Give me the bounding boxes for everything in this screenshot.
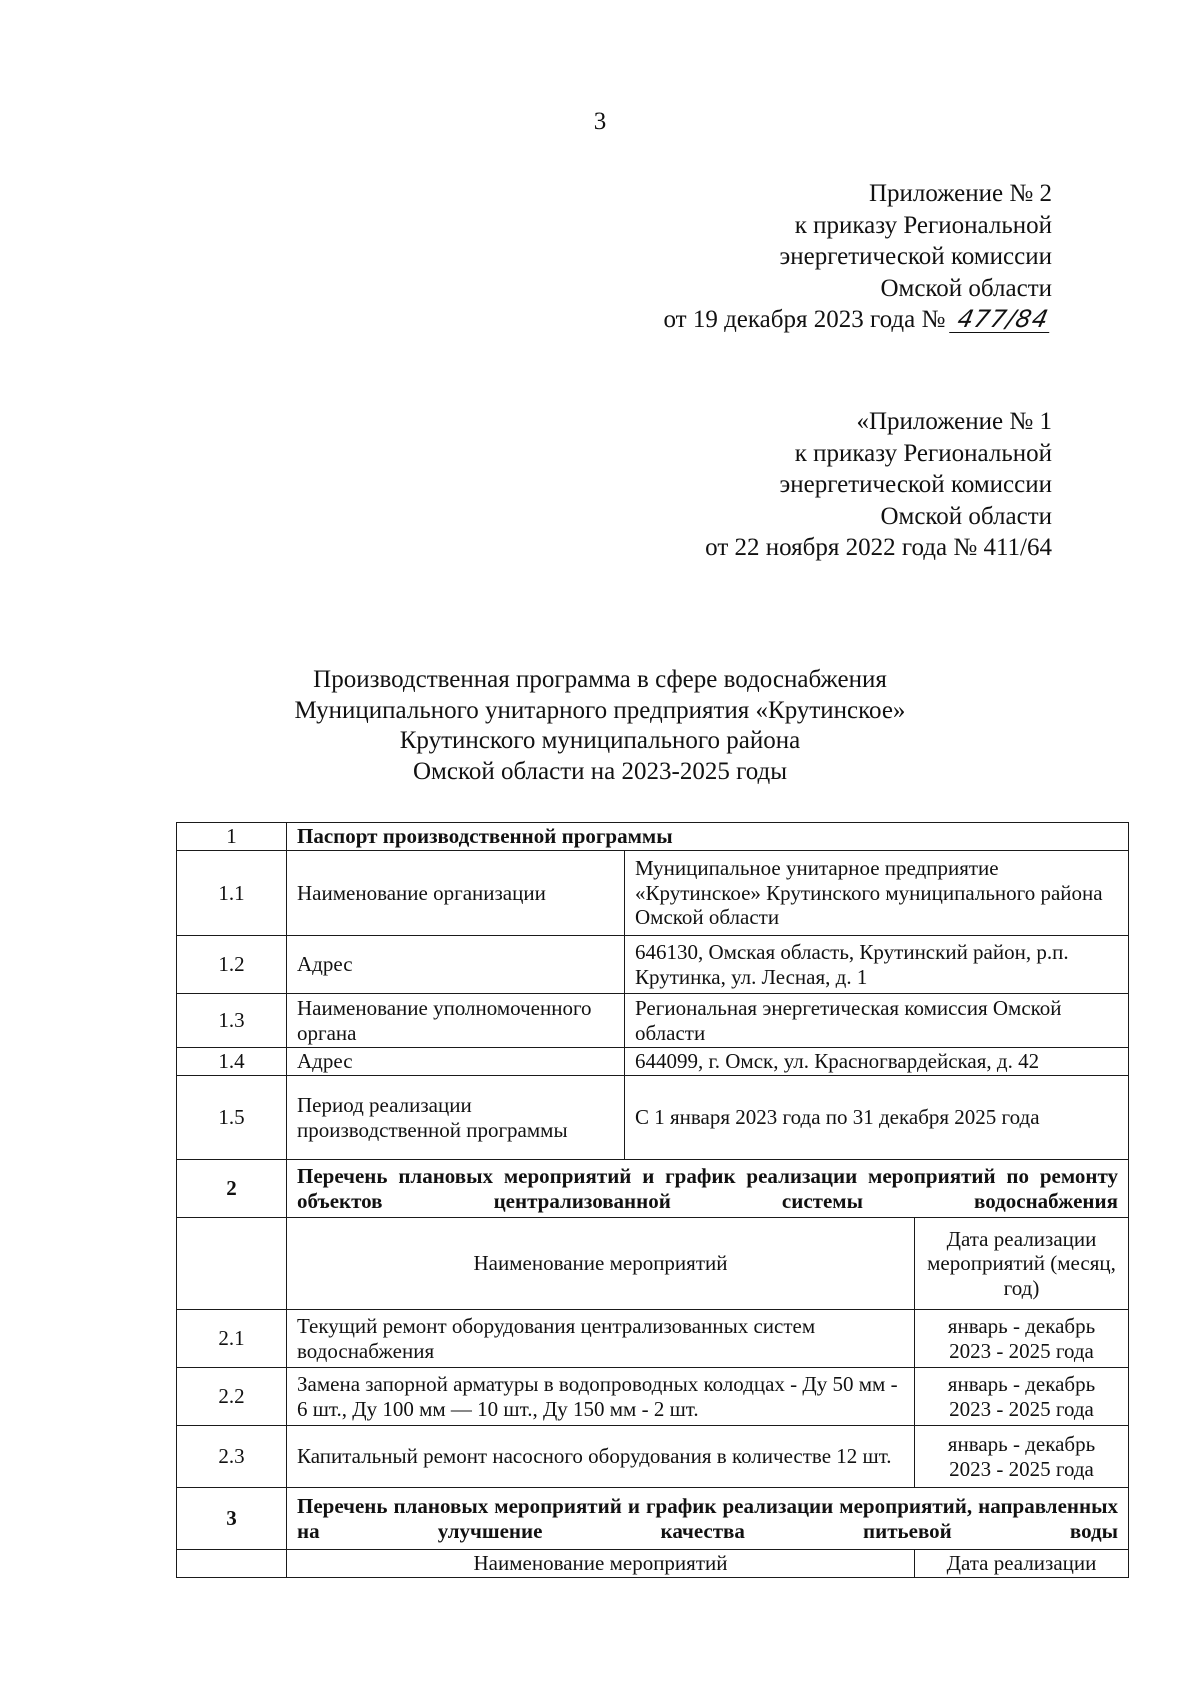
- column-header-date: Дата реализации: [915, 1550, 1129, 1578]
- row-value: Муниципальное унитарное предприятие «Крутинское» Крутинского муниципального района Омской области: [625, 851, 1129, 936]
- production-program-table: [176, 822, 1129, 1578]
- activity-name: Капитальный ремонт насосного оборудования в количестве 12 шт.: [287, 1426, 915, 1488]
- section-2-row: [177, 1160, 1129, 1218]
- row-value: 646130, Омская область, Крутинский район, р.п. Крутинка, ул. Лесная, д. 1: [625, 936, 1129, 994]
- section-3-header-row: [177, 1550, 1129, 1578]
- table-row: [177, 936, 1129, 994]
- appendix-1-line: энергетической комиссии: [779, 471, 1052, 498]
- column-header-date: Дата реализации мероприятий (месяц, год): [915, 1218, 1129, 1310]
- appendix-2-order-date: от 19 декабря 2023 года №: [663, 306, 946, 333]
- row-number: 1.3: [177, 994, 287, 1048]
- section-title: Перечень плановых мероприятий и график реализации мероприятий по ремонту объектов централизованной системы водоснабжения: [287, 1160, 1129, 1218]
- page-number: 3: [593, 108, 607, 135]
- table-row: [177, 1076, 1129, 1160]
- title-line: Омской области на 2023-2025 годы: [412, 757, 788, 785]
- section-title: Перечень плановых мероприятий и график реализации мероприятий, направленных на улучшение качества питьевой воды: [287, 1488, 1129, 1550]
- appendix-1-header: [705, 406, 1052, 564]
- appendix-1-order-line: от 22 ноября 2022 года № 411/64: [705, 534, 1052, 561]
- appendix-2-header: [663, 178, 1052, 336]
- row-value: Региональная энергетическая комиссия Омской области: [625, 994, 1129, 1048]
- table-row: [177, 1368, 1129, 1426]
- activity-name: Замена запорной арматуры в водопроводных колодцах - Ду 50 мм - 6 шт., Ду 100 мм — 10 шт., Ду 150 мм - 2 шт.: [287, 1368, 915, 1426]
- table-row: [177, 1310, 1129, 1368]
- section-number: 2: [177, 1160, 287, 1218]
- appendix-1-line: к приказу Региональной: [794, 439, 1052, 467]
- row-value: С 1 января 2023 года по 31 декабря 2025 года: [625, 1076, 1129, 1160]
- row-label: Адрес: [287, 936, 625, 994]
- section-3-row: [177, 1488, 1129, 1550]
- row-number: 1.5: [177, 1076, 287, 1160]
- column-header-name: Наименование мероприятий: [287, 1218, 915, 1310]
- appendix-2-line: Омской области: [880, 274, 1052, 302]
- appendix-2-title: Приложение № 2: [868, 180, 1052, 207]
- column-header-name: Наименование мероприятий: [287, 1550, 915, 1578]
- appendix-1-title: «Приложение № 1: [856, 408, 1052, 435]
- empty-cell: [177, 1550, 287, 1578]
- row-number: 2.1: [177, 1310, 287, 1368]
- section-2-header-row: [177, 1218, 1129, 1310]
- activity-date: январь - декабрь 2023 - 2025 года: [915, 1368, 1129, 1426]
- row-label: Адрес: [287, 1048, 625, 1076]
- row-number: 2.2: [177, 1368, 287, 1426]
- document-title: [0, 665, 1200, 787]
- section-title: Паспорт производственной программы: [287, 823, 1129, 851]
- activity-name: Текущий ремонт оборудования централизованных систем водоснабжения: [287, 1310, 915, 1368]
- empty-cell: [177, 1218, 287, 1310]
- activity-date: январь - декабрь 2023 - 2025 года: [915, 1426, 1129, 1488]
- appendix-2-order-line: [663, 304, 1052, 336]
- row-number: 1.4: [177, 1048, 287, 1076]
- row-value: 644099, г. Омск, ул. Красногвардейская, д. 42: [625, 1048, 1129, 1076]
- title-line: Муниципального унитарного предприятия «Крутинское»: [294, 696, 906, 724]
- title-line: Производственная программа в сфере водоснабжения: [313, 666, 887, 693]
- handwritten-order-number: 477/84: [949, 306, 1055, 333]
- row-label: Период реализации производственной программы: [287, 1076, 625, 1160]
- table-row: [177, 1048, 1129, 1076]
- table-row: [177, 994, 1129, 1048]
- row-label: Наименование организации: [287, 851, 625, 936]
- table-row: [177, 851, 1129, 936]
- title-line: Крутинского муниципального района: [399, 727, 801, 754]
- appendix-1-line: Омской области: [880, 502, 1052, 530]
- row-number: 1.2: [177, 936, 287, 994]
- row-number: 1.1: [177, 851, 287, 936]
- section-1-row: [177, 823, 1129, 851]
- appendix-2-line: энергетической комиссии: [779, 243, 1052, 270]
- row-label: Наименование уполномоченного органа: [287, 994, 625, 1048]
- table-row: [177, 1426, 1129, 1488]
- section-number: 3: [177, 1488, 287, 1550]
- row-number: 2.3: [177, 1426, 287, 1488]
- appendix-2-line: к приказу Региональной: [794, 211, 1052, 239]
- section-number: 1: [177, 823, 287, 851]
- activity-date: январь - декабрь 2023 - 2025 года: [915, 1310, 1129, 1368]
